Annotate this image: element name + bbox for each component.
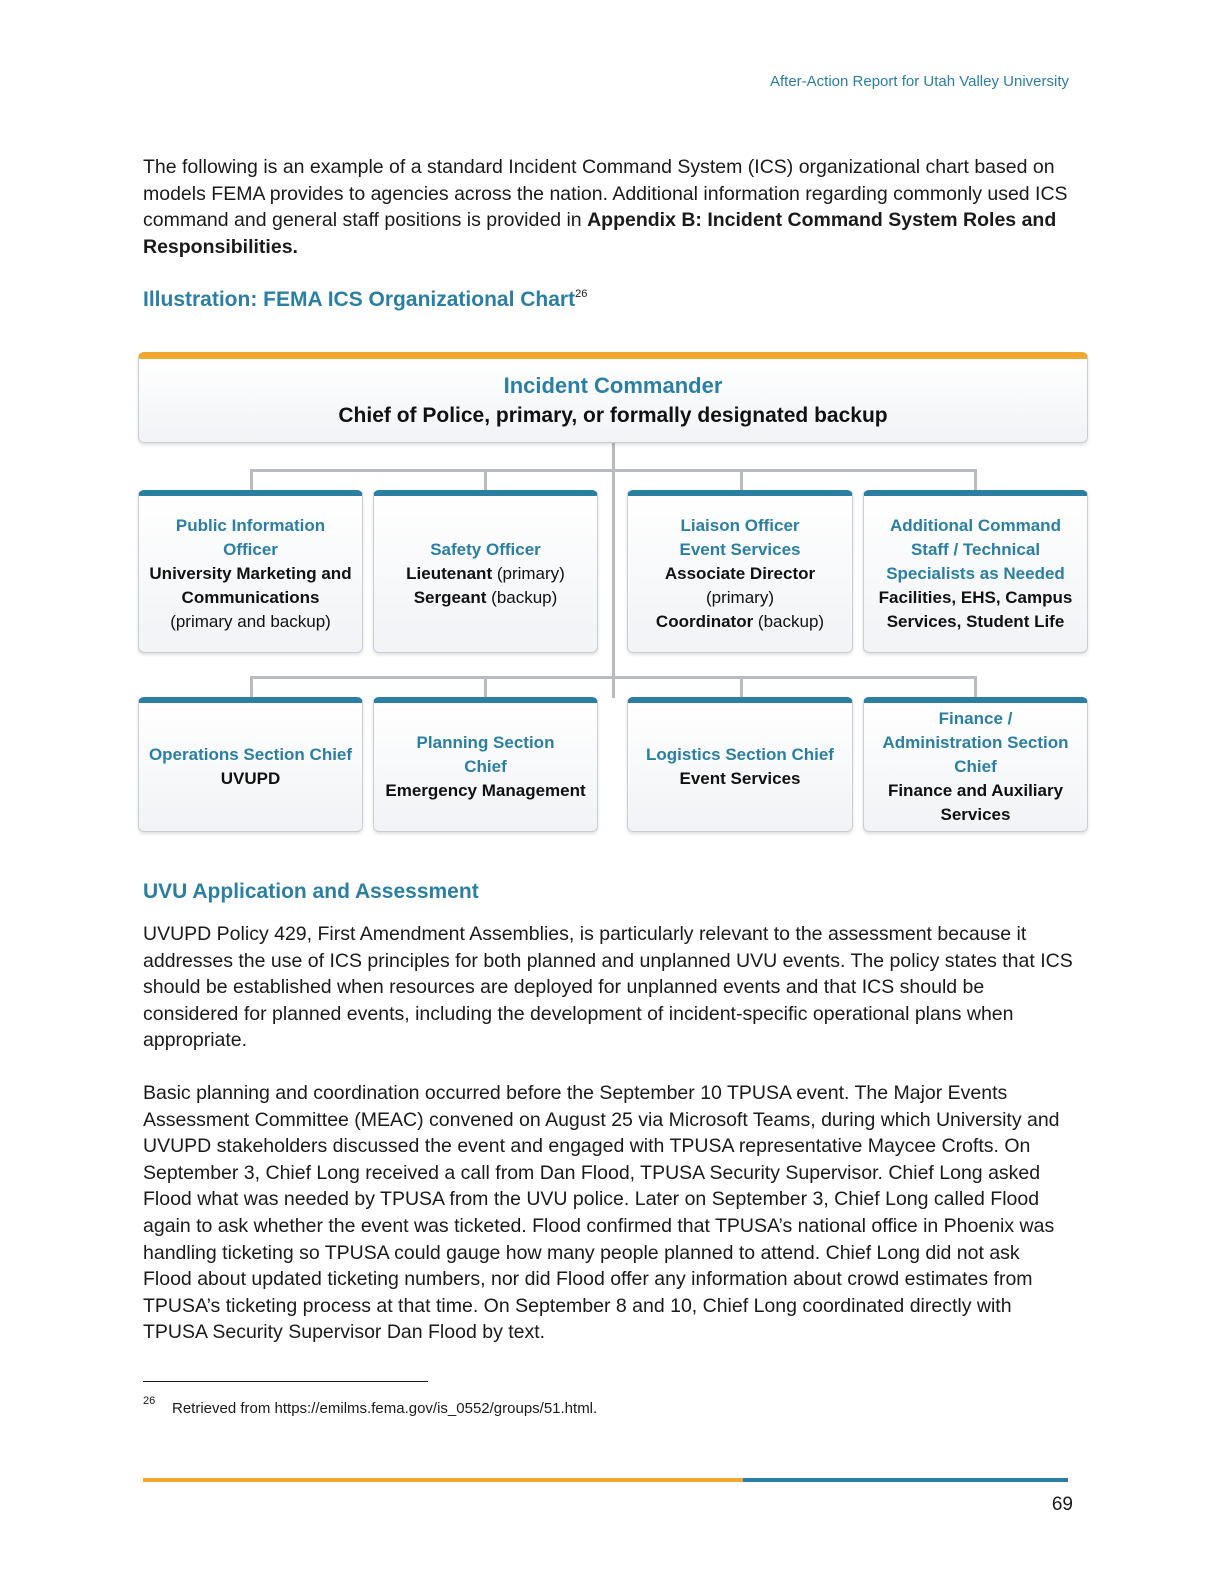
additional-staff-units: Facilities, EHS, Campus Services, Student Life	[878, 588, 1073, 631]
incident-commander-person: Chief of Police, primary, or formally designated backup	[338, 403, 888, 427]
pio-person: University Marketing and Communications	[149, 564, 352, 607]
liaison-officer-box	[627, 490, 853, 653]
finance-role: Finance / Administration Section Chief	[882, 709, 1069, 776]
connector-row1-bar	[250, 469, 977, 472]
connector-trunk	[612, 443, 615, 698]
safety-officer-primary-title: Lieutenant	[406, 564, 493, 583]
pio-note: (primary and backup)	[170, 612, 331, 631]
illustration-title: Illustration: FEMA ICS Organizational Chart	[143, 288, 576, 311]
public-information-officer-box	[138, 490, 363, 653]
logistics-person: Event Services	[679, 769, 801, 788]
connector-row2-drop-1	[250, 676, 253, 699]
safety-officer-backup	[414, 586, 558, 610]
liaison-officer-role: Liaison Officer	[680, 516, 800, 535]
footnote-text: Retrieved from https://emilms.fema.gov/is_0552/groups/51.html.	[172, 1400, 598, 1417]
planning-role: Planning Section Chief	[416, 733, 555, 776]
footnote-divider	[143, 1381, 428, 1382]
logistics-section-box	[627, 697, 853, 832]
liaison-officer-primary-note: (primary)	[706, 588, 774, 607]
operations-person: UVUPD	[220, 769, 281, 788]
additional-staff-role: Additional Command Staff / Technical Specialists as Needed	[886, 516, 1065, 583]
connector-row2-drop-3	[740, 676, 743, 699]
operations-section-box	[138, 697, 363, 832]
liaison-officer-primary-title: Associate Director	[664, 564, 816, 583]
assessment-heading: UVU Application and Assessment	[143, 880, 479, 903]
finance-section-box	[863, 697, 1088, 832]
connector-row2-drop-2	[484, 676, 487, 699]
connector-row1-drop-3	[740, 469, 743, 492]
footer-rule-gold	[143, 1478, 743, 1482]
safety-officer-primary	[406, 562, 565, 586]
page-number: 69	[1051, 1494, 1073, 1515]
connector-row2-bar	[250, 676, 977, 679]
connector-row1-drop-4	[974, 469, 977, 492]
connector-row2-drop-4	[974, 676, 977, 699]
safety-officer-role: Safety Officer	[430, 540, 541, 559]
liaison-officer-backup	[656, 610, 824, 634]
additional-command-staff-box	[863, 490, 1088, 653]
safety-officer-box	[373, 490, 598, 653]
incident-commander-box	[138, 352, 1088, 443]
footer-rule-blue	[743, 1478, 1068, 1482]
illustration-heading	[143, 288, 587, 312]
assessment-paragraph-1: UVUPD Policy 429, First Amendment Assemblies, is particularly relevant to the assessment because it addresses the use of ICS principles for both planned and unplanned UVU events. The policy states that ICS should be established when resources are deployed for unplanned events and that ICS should be considered for planned events, including the development of incident-specific operational plans when appropriate.	[143, 923, 1073, 1052]
pio-role: Public Information Officer	[175, 516, 326, 559]
intro-text: The following is an example of a standard Incident Command System (ICS) organizational chart based on models FEMA provides to agencies across the nation. Additional information regarding commonly used ICS command and general staff positions is provided in	[143, 156, 1068, 232]
planning-person: Emergency Management	[385, 781, 586, 800]
appendix-reference: Appendix B: Incident Command System Roles and Responsibilities.	[143, 209, 1057, 258]
connector-row1-drop-2	[484, 469, 487, 492]
finance-person: Finance and Auxiliary Services	[887, 781, 1064, 824]
incident-commander-role: Incident Commander	[503, 372, 723, 398]
safety-officer-backup-title: Sergeant	[413, 588, 487, 607]
connector-row1-drop-1	[250, 469, 253, 492]
safety-officer-primary-note: (primary)	[492, 564, 565, 583]
liaison-officer-backup-title: Coordinator	[655, 612, 754, 631]
planning-section-box	[373, 697, 598, 832]
footnote-ref: 26	[575, 288, 588, 300]
running-header: After-Action Report for Utah Valley University	[770, 73, 1069, 90]
operations-role: Operations Section Chief	[148, 745, 353, 764]
intro-paragraph	[143, 154, 1073, 260]
assessment-paragraph-2: Basic planning and coordination occurred before the September 10 TPUSA event. The Major Events Assessment Committee (MEAC) convened on August 25 via Microsoft Teams, during which University and UVUPD stakeholders discussed the event and engaged with TPUSA representative Maycee Crofts. On September 3, Chief Long received a call from Dan Flood, TPUSA Security Supervisor. Chief Long asked Flood what was needed by TPUSA from the UVU police. Later on September 3, Chief Long called Flood again to ask whether the event was ticketed. Flood confirmed that TPUSA’s national office in Phoenix was handling ticketing so TPUSA could gauge how many people planned to attend. Chief Long did not ask Flood about updated ticketing numbers, nor did Flood offer any information about crowd estimates from TPUSA’s ticketing process at that time. On September 8 and 10, Chief Long coordinated directly with TPUSA Security Supervisor Dan Flood by text.	[143, 1082, 1060, 1344]
safety-officer-backup-note: (backup)	[486, 588, 558, 607]
liaison-officer-unit: Event Services	[679, 540, 801, 559]
footnote-number: 26	[143, 1395, 156, 1407]
logistics-role: Logistics Section Chief	[646, 745, 834, 764]
liaison-officer-backup-note: (backup)	[753, 612, 825, 631]
